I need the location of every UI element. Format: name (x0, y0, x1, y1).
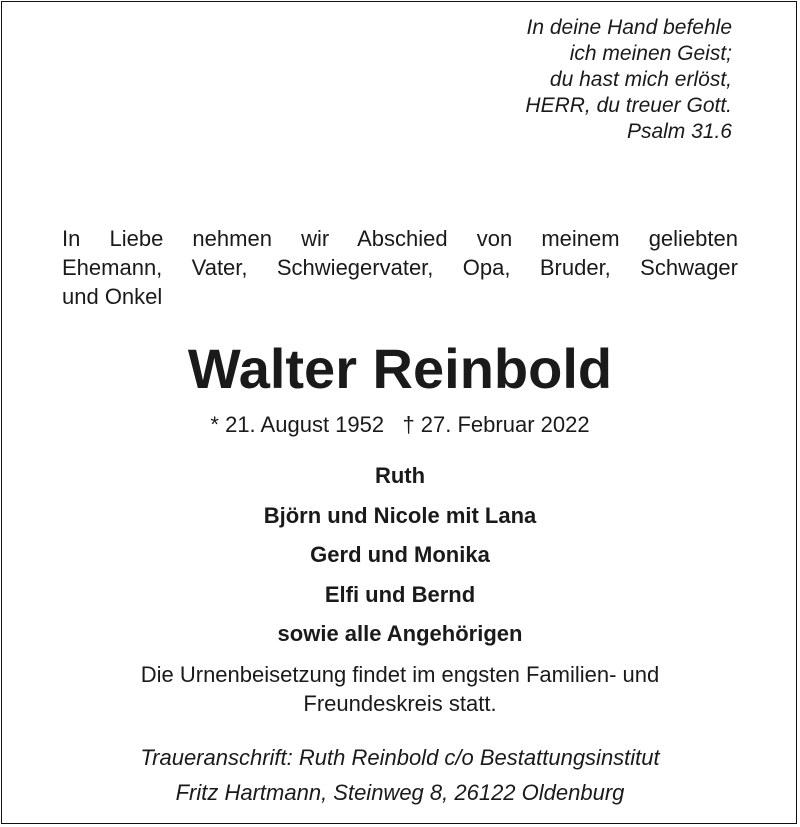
mourner: Elfi und Bernd (324, 581, 476, 607)
verse-line: du hast mich erlöst, (549, 68, 732, 91)
notice-line: Die Urnenbeisetzung findet im engsten Familien- und (140, 662, 660, 687)
bible-verse (525, 15, 732, 145)
verse-line: ich meinen Geist; (569, 42, 732, 65)
notice-line: Freundeskreis statt. (303, 691, 497, 716)
address-line: Fritz Hartmann, Steinweg 8, 26122 Oldenburg (175, 780, 625, 805)
farewell-line: Ehemann, Vater, Schwiegervater, Opa, Bruder, Schwager (62, 255, 738, 280)
verse-line: HERR, du treuer Gott. (525, 94, 732, 117)
mourner: Gerd und Monika (310, 542, 490, 567)
life-dates (0, 410, 800, 440)
verse-reference: Psalm 31.6 (626, 120, 732, 143)
mourning-address (0, 740, 800, 810)
birth-date: * 21. August 1952 (210, 412, 385, 437)
mourners-list (0, 456, 800, 654)
mourner: sowie alle Angehörigen (277, 621, 523, 646)
death-date: † 27. Februar 2022 (402, 412, 590, 437)
deceased-name: Walter Reinbold (187, 337, 613, 400)
address-line: Traueranschrift: Ruth Reinbold c/o Bestattungsinstitut (140, 745, 660, 770)
mourner: Björn und Nicole mit Lana (263, 502, 537, 528)
farewell-text (62, 224, 738, 311)
mourner: Ruth (374, 463, 426, 488)
farewell-line: und Onkel (62, 284, 163, 309)
verse-line: In deine Hand befehle (526, 16, 732, 39)
burial-notice (0, 660, 800, 718)
farewell-line: In Liebe nehmen wir Abschied von meinem geliebten (62, 226, 738, 251)
